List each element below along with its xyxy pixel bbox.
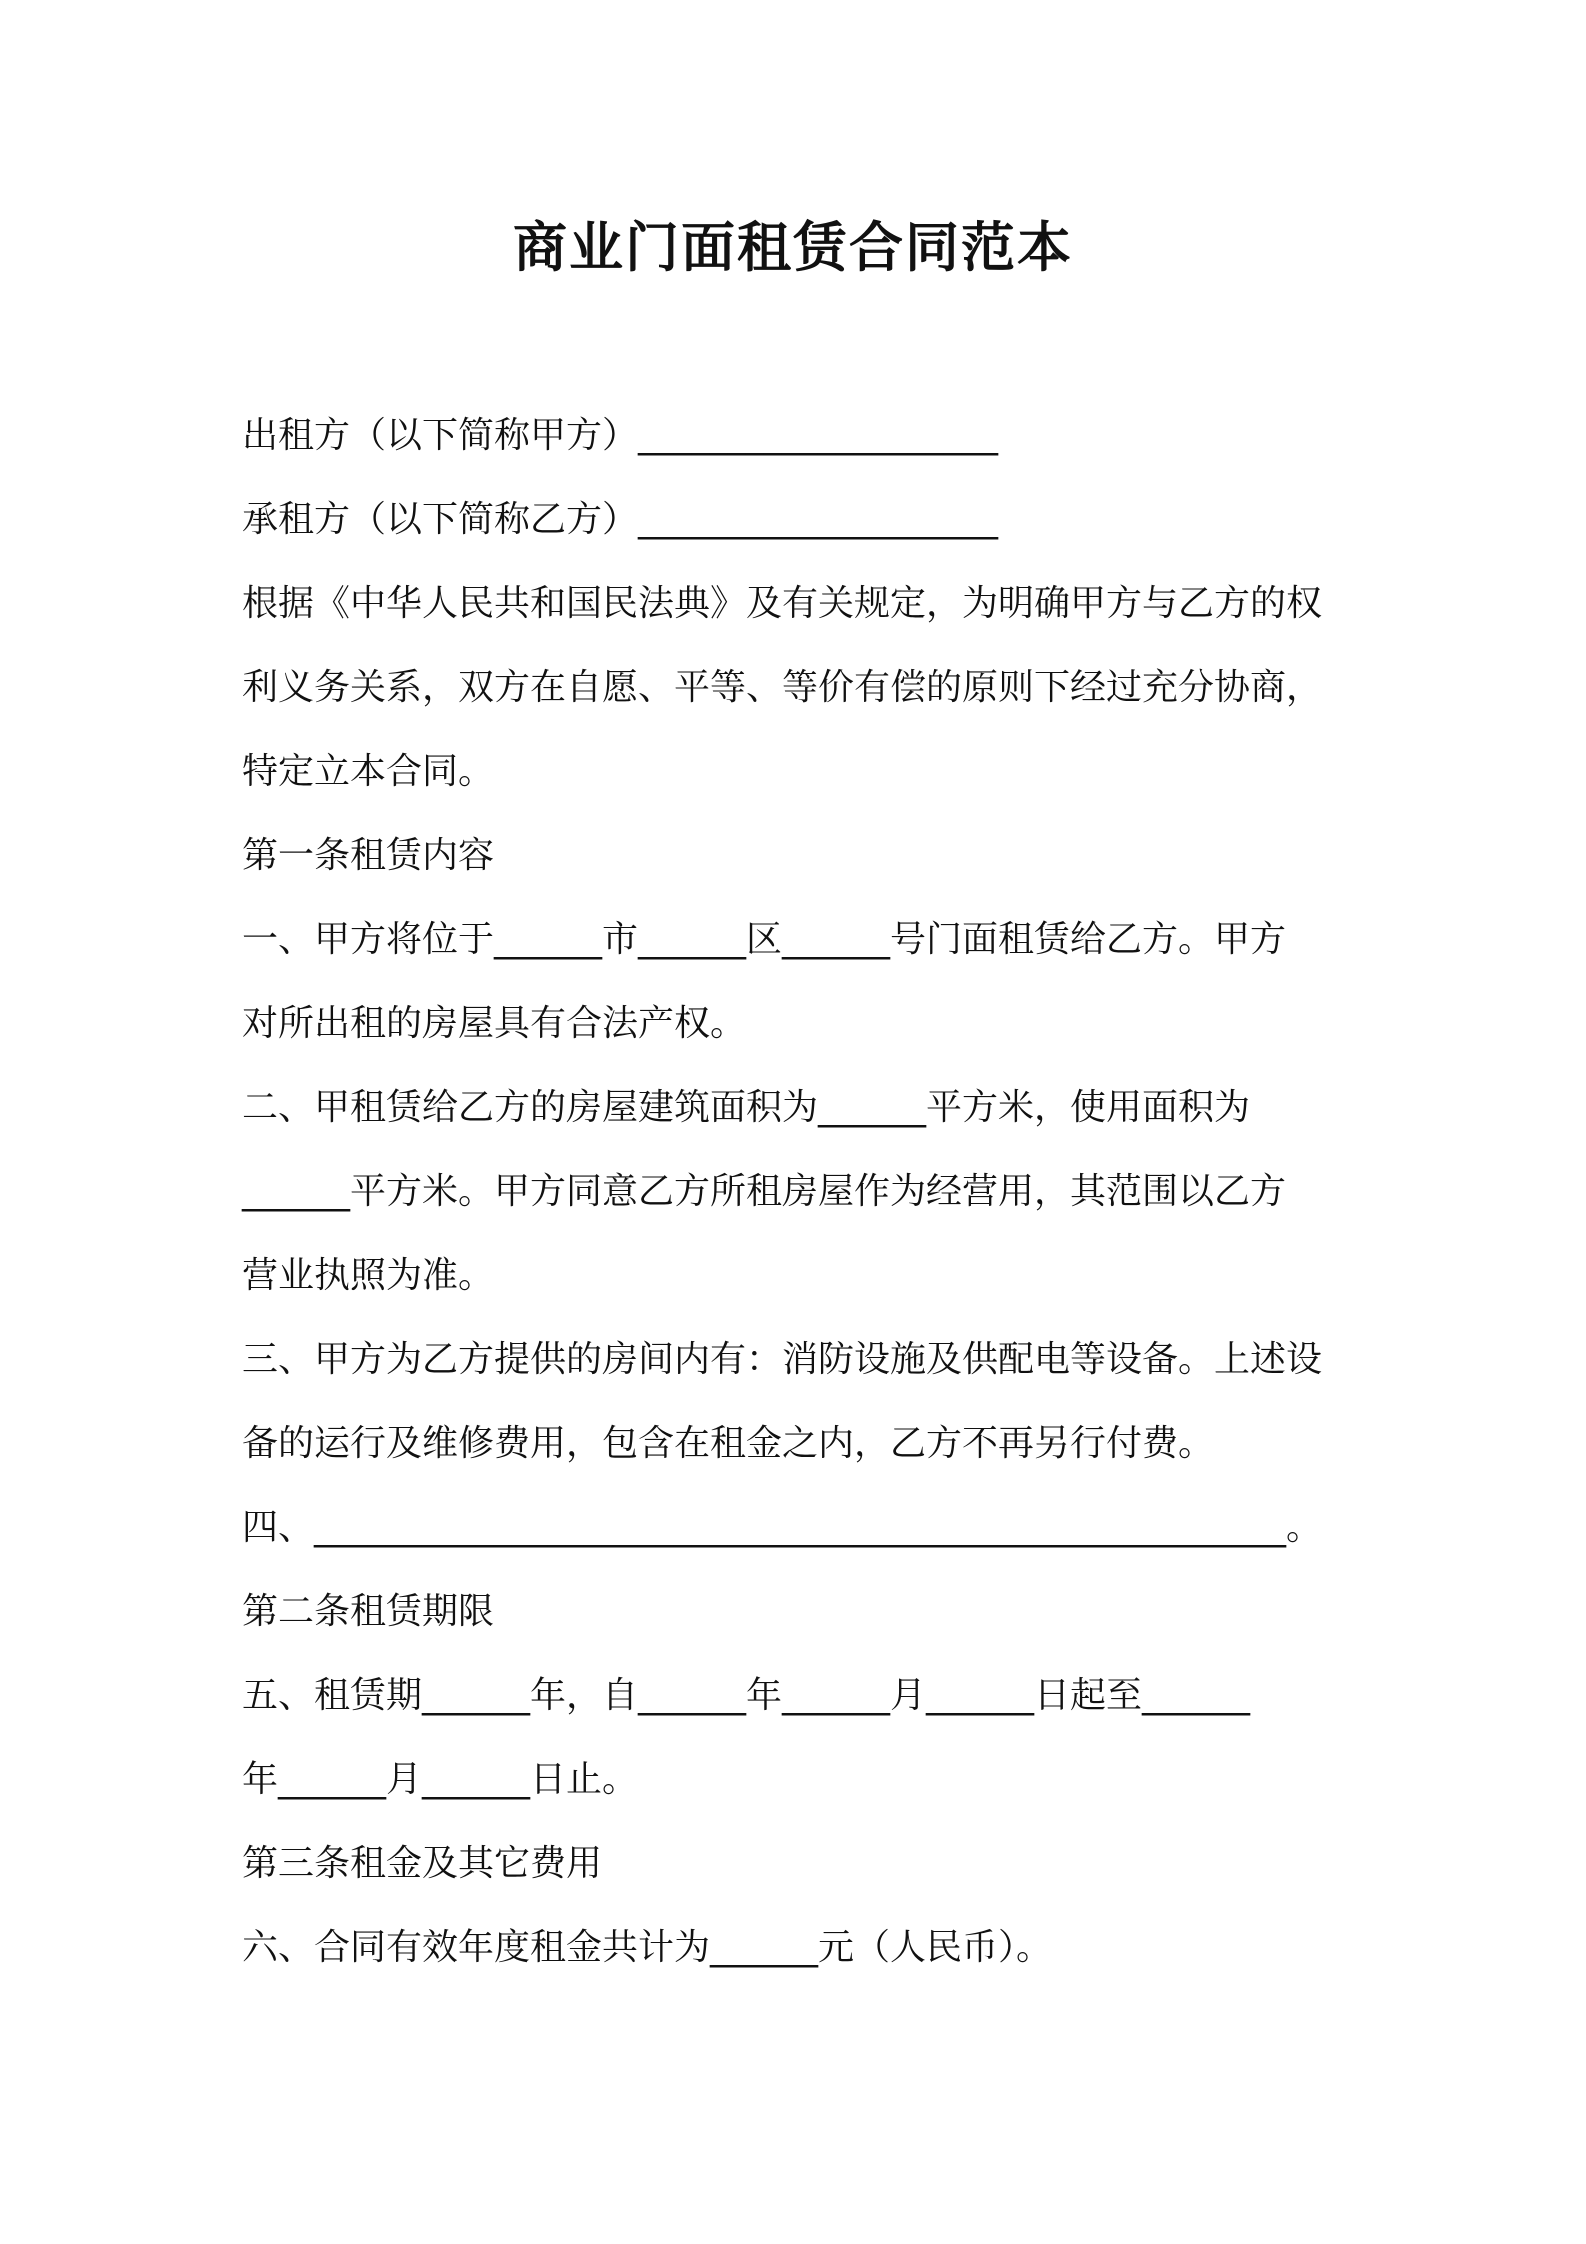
clause-1-line-2: 对所出租的房屋具有合法产权。 [242,1003,747,1044]
clause-2-line-1: 二、甲租赁给乙方的房屋建筑面积为______平方米，使用面积为 [242,1087,1251,1128]
party-a-line: 出租方（以下简称甲方）____________________ [242,415,999,456]
preamble-line-2: 利义务关系，双方在自愿、平等、等价有偿的原则下经过充分协商， [242,667,1323,708]
preamble-line-3: 特定立本合同。 [242,751,495,792]
clause-2-line-3: 营业执照为准。 [242,1255,495,1296]
clause-4-line: 四、______________________________________________________。 [242,1507,1322,1548]
party-b-line: 承租方（以下简称乙方）____________________ [242,499,999,540]
clause-5-line-1: 五、租赁期______年，自______年______月______日起至______ [242,1675,1251,1716]
clause-2-line-2: ______平方米。甲方同意乙方所租房屋作为经营用，其范围以乙方 [242,1171,1287,1212]
clause-5-line-2: 年______月______日止。 [242,1759,639,1800]
article-3-heading: 第三条租金及其它费用 [242,1843,603,1884]
preamble-line-1: 根据《中华人民共和国民法典》及有关规定，为明确甲方与乙方的权 [242,583,1323,624]
clause-3-line-2: 备的运行及维修费用，包含在租金之内，乙方不再另行付费。 [242,1423,1215,1464]
clause-6-line: 六、合同有效年度租金共计为______元（人民币）。 [242,1927,1053,1968]
article-2-heading: 第二条租赁期限 [242,1591,495,1632]
article-1-heading: 第一条租赁内容 [242,835,495,876]
clause-3-line-1: 三、甲方为乙方提供的房间内有：消防设施及供配电等设备。上述设 [242,1339,1323,1380]
document-title: 商业门面租赁合同范本 [513,216,1073,279]
clause-1-line-1: 一、甲方将位于______市______区______号门面租赁给乙方。甲方 [242,919,1287,960]
